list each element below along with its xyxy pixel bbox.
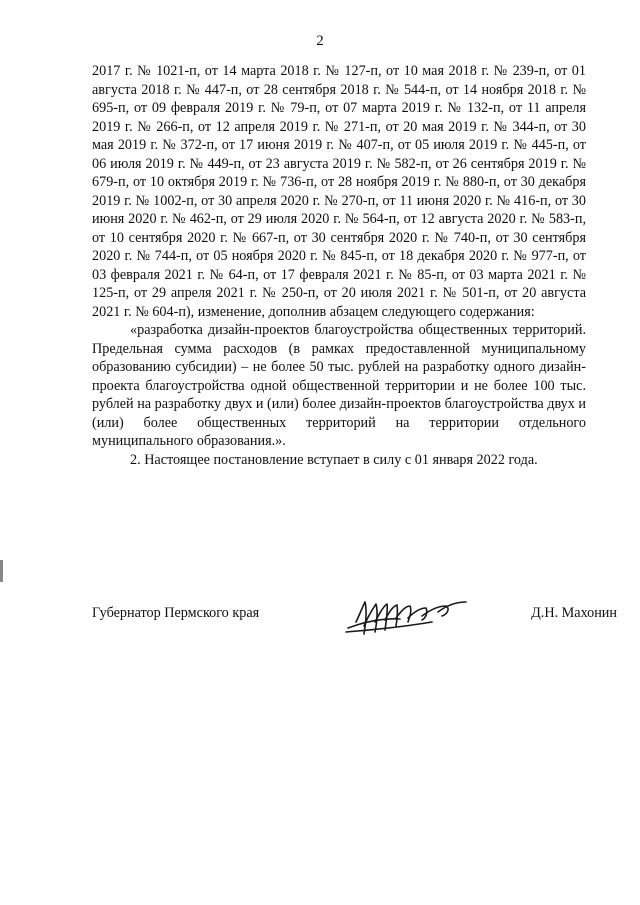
signer-name: Д.Н. Махонин bbox=[531, 605, 617, 621]
handwritten-signature-icon bbox=[342, 592, 472, 642]
signer-title: Губернатор Пермского края bbox=[92, 605, 260, 621]
document-body bbox=[92, 62, 586, 469]
quoted-addition-paragraph: «разработка дизайн-проектов благоустройства общественных территорий. Предельная сумма расходов (в рамках предоставленной муниципальному образованию субсидии) – не более 50 тыс. рублей на разработку одного дизайн-проекта благоустройства одной общественной территории и не более 100 тыс. рублей на разработку двух и (или) более дизайн-проектов благоустройства двух и (или) более общественных территорий на территории отдельного муниципального образования.». bbox=[92, 322, 586, 449]
scan-edge-mark bbox=[0, 560, 3, 582]
effective-date-paragraph: 2. Настоящее постановление вступает в силу с 01 января 2022 года. bbox=[130, 451, 538, 468]
page-number: 2 bbox=[316, 33, 324, 49]
signature-block bbox=[92, 592, 617, 652]
amendment-paragraph: 2017 г. № 1021-п, от 14 марта 2018 г. № 127-п, от 10 мая 2018 г. № 239-п, от 01 августа 2018 г. № 447-п, от 28 сентября 2018 г. № 544-п, от 14 ноября 2018 г. № 695-п, от 09 февраля 2019 г. № 79-п, от 07 марта 2019 г. № 132-п, от 11 апреля 2019 г. № 266-п, от 12 апреля 2019 г. № 271-п, от 20 мая 2019 г. № 344-п, от 30 мая 2019 г. № 372-п, от 17 июня 2019 г. № 407-п, от 05 июля 2019 г. № 445-п, от 06 июля 2019 г. № 449-п, от 23 августа 2019 г. № 582-п, от 26 сентября 2019 г. № 679-п, от 10 октября 2019 г. № 736-п, от 28 ноября 2019 г. № 880-п, от 30 декабря 2019 г. № 1002-п, от 30 апреля 2020 г. № 270-п, от 11 июня 2020 г. № 416-п, от 30 июня 2020 г. № 462-п, от 29 июля 2020 г. № 564-п, от 12 августа 2020 г. № 583-п, от 10 сентября 2020 г. № 667-п, от 30 сентября 2020 г. № 740-п, от 30 сентября 2020 г. № 744-п, от 05 ноября 2020 г. № 845-п, от 18 декабря 2020 г. № 977-п, от 03 февраля 2021 г. № 64-п, от 17 февраля 2021 г. № 85-п, от 03 марта 2021 г. № 125-п, от 29 апреля 2021 г. № 250-п, от 20 июля 2021 г. № 501-п, от 20 августа 2021 г. № 604-п), изменение, дополнив абзацем следующего содержания: bbox=[92, 63, 586, 320]
